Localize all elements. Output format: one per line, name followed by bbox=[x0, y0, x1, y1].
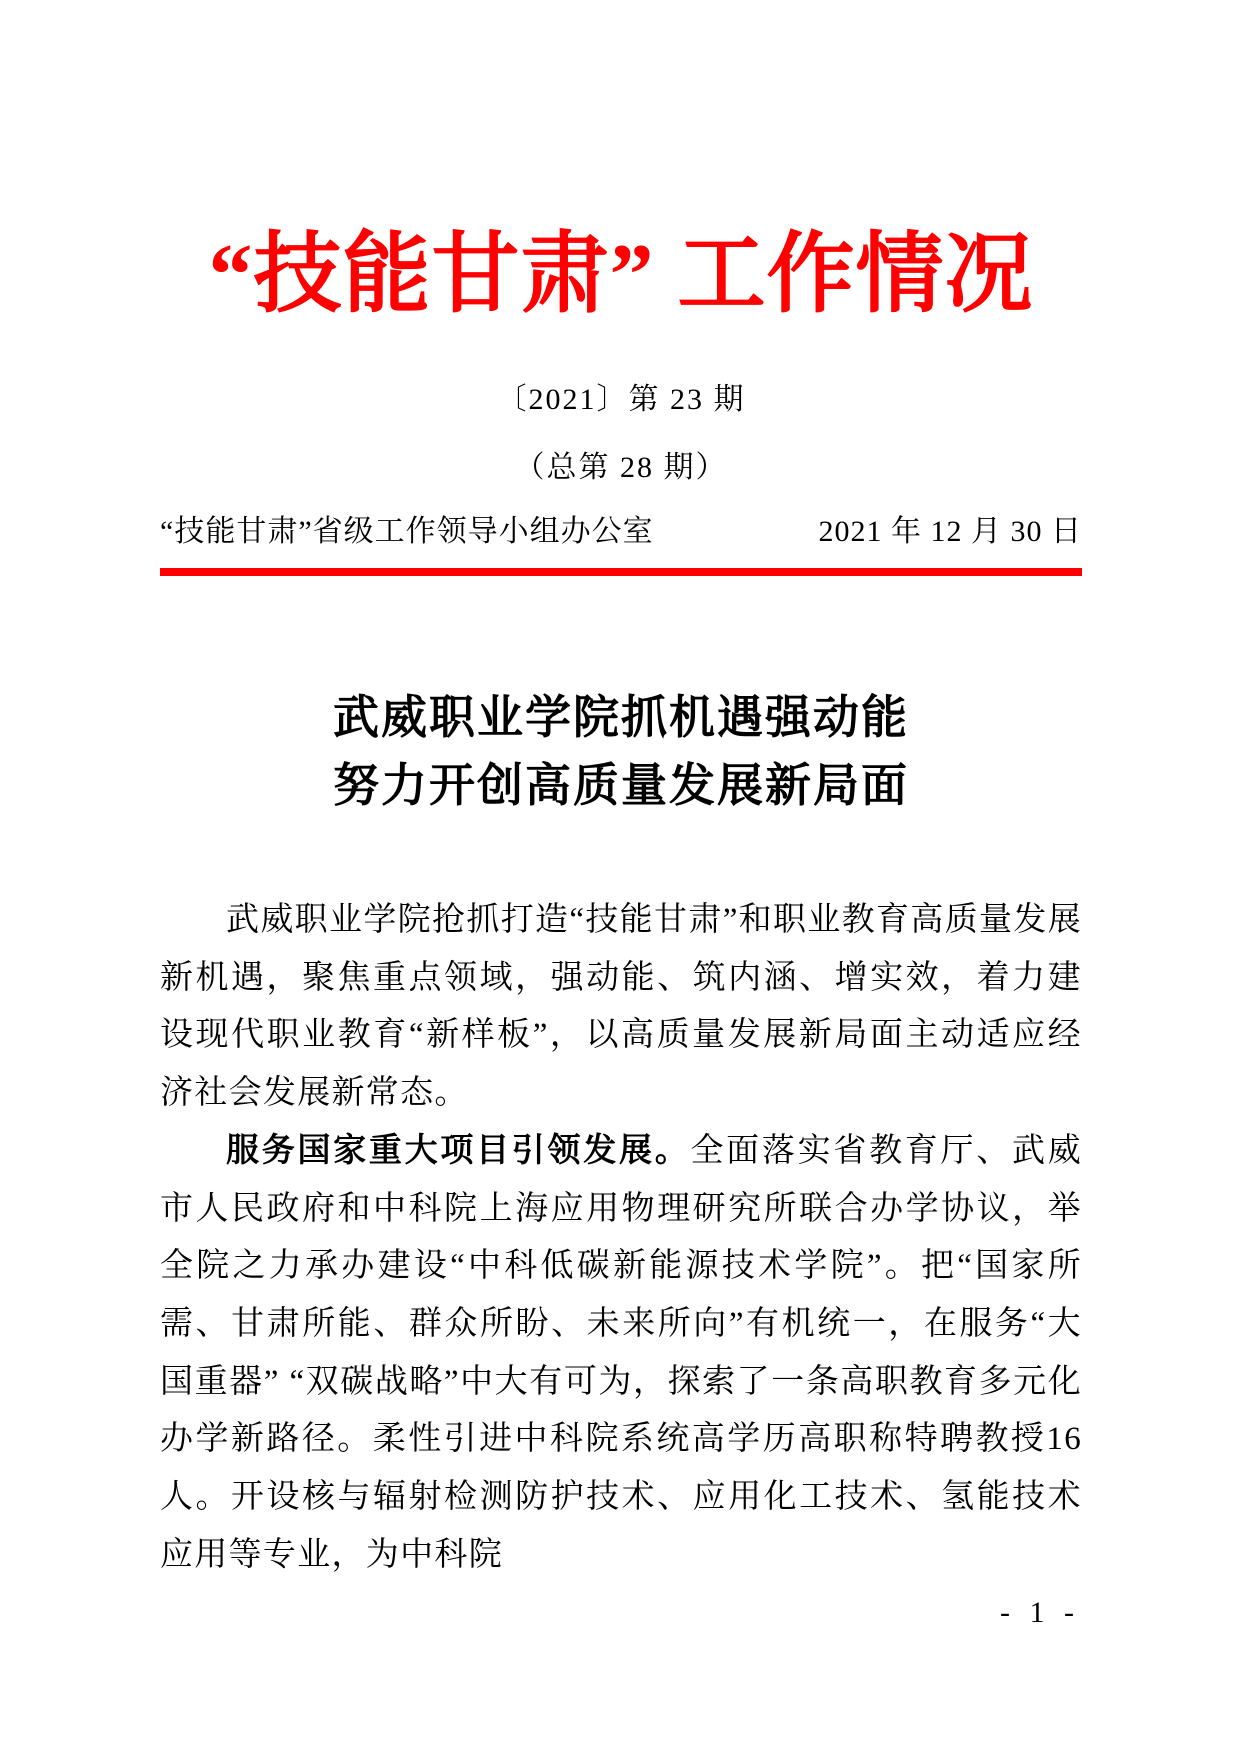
article-title bbox=[160, 684, 1082, 820]
issue-date: 2021 年 12 月 30 日 bbox=[818, 515, 1082, 548]
paragraph-text: 武威职业学院抢抓打造“技能甘肃”和职业教育高质量发展新机遇，聚焦重点领域，强动能、筑内涵、增实效，着力建设现代职业教育“新样板”，以高质量发展新局面主动适应经济社会发展新常态。 bbox=[160, 902, 1082, 1112]
total-issue-line: （总第 28 期） bbox=[514, 451, 728, 484]
red-divider bbox=[160, 568, 1082, 576]
issuing-office: “技能甘肃”省级工作领导小组办公室 bbox=[160, 515, 654, 548]
article-body bbox=[160, 892, 1082, 1584]
body-paragraph bbox=[160, 892, 1082, 1123]
article-title-line-1: 武威职业学院抓机遇强动能 bbox=[333, 692, 909, 743]
page-number: - 1 - bbox=[1000, 1596, 1080, 1629]
body-paragraph bbox=[160, 1123, 1082, 1585]
issue-number-line: 〔2021〕第 23 期 bbox=[496, 383, 746, 416]
article-title-line-2: 努力开创高质量发展新局面 bbox=[333, 760, 909, 811]
paragraph-text: 全面落实省教育厅、武威市人民政府和中科院上海应用物理研究所联合办学协议，举全院之力承办建设“中科低碳新能源技术学院”。把“国家所需、甘肃所能、群众所盼、未来所向”有机统一，在服务“大国重器” “双碳战略”中大有可为，探索了一条高职教育多元化办学新路径。柔性引进中科院系统高学历高职称特聘教授16人。开设核与辐射检测防护技术、应用化工技术、氢能技术应用等专业，为中科院 bbox=[160, 1132, 1082, 1573]
bulletin-title: “技能甘肃” 工作情况 bbox=[208, 227, 1034, 324]
paragraph-lead: 服务国家重大项目引领发展。 bbox=[226, 1132, 691, 1169]
masthead-meta-row bbox=[160, 511, 1082, 553]
